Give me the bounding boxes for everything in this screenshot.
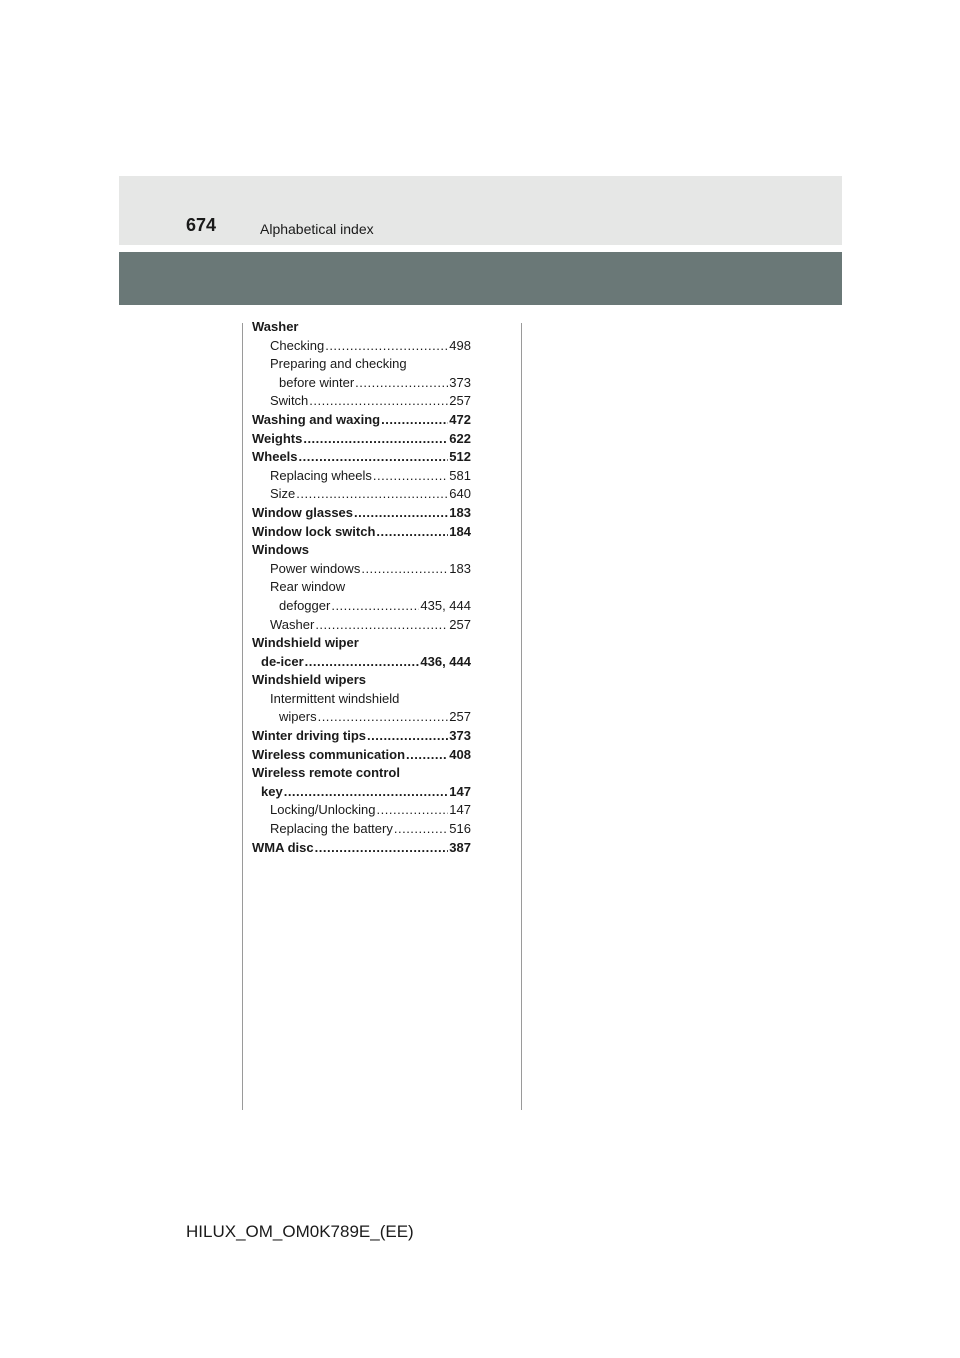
index-entry-label: Locking/Unlocking xyxy=(270,802,376,818)
index-entry-label: defogger xyxy=(279,597,331,613)
index-entry xyxy=(252,708,471,727)
dot-leader xyxy=(315,616,448,635)
index-entry xyxy=(252,616,471,635)
index-entry-label: Wireless remote control xyxy=(252,765,400,781)
index-entry xyxy=(252,578,471,597)
index-entry-page: 498 xyxy=(449,337,471,353)
column-divider-left xyxy=(242,323,243,1110)
index-entry xyxy=(252,839,471,858)
index-entry xyxy=(252,801,471,820)
column-divider-right xyxy=(521,323,522,1110)
index-entry-page: 183 xyxy=(449,504,471,520)
index-entry-page: 257 xyxy=(449,616,471,632)
header-dark-band xyxy=(119,252,842,305)
index-entry-label: Winter driving tips xyxy=(252,728,366,744)
index-entry-label: wipers xyxy=(279,709,317,725)
index-entry xyxy=(252,690,471,709)
index-entry-label: Checking xyxy=(270,337,325,353)
index-entry-label: de-icer xyxy=(261,653,304,669)
dot-leader xyxy=(377,801,449,820)
index-entry-label: Wireless communication xyxy=(252,746,406,762)
index-entry-label: key xyxy=(261,783,283,799)
dot-leader xyxy=(284,783,449,802)
dot-leader xyxy=(299,448,449,467)
index-entry-label: Wheels xyxy=(252,449,298,465)
index-entry xyxy=(252,746,471,765)
dot-leader xyxy=(394,820,448,839)
index-entry-page: 147 xyxy=(449,783,471,799)
index-entry xyxy=(252,355,471,374)
dot-leader xyxy=(309,392,448,411)
section-title: Alphabetical index xyxy=(260,221,374,237)
dot-leader xyxy=(406,746,448,765)
index-entry-page: 622 xyxy=(449,430,471,446)
index-entry xyxy=(252,727,471,746)
index-entry-label: Windows xyxy=(252,542,309,558)
index-entry-page: 257 xyxy=(449,393,471,409)
dot-leader xyxy=(318,708,449,727)
index-entry-label: Replacing wheels xyxy=(270,467,372,483)
dot-leader xyxy=(296,485,448,504)
dot-leader xyxy=(355,374,448,393)
index-entry xyxy=(252,560,471,579)
header-top-band xyxy=(119,176,842,245)
index-entry-label: Washer xyxy=(270,616,315,632)
dot-leader xyxy=(305,653,420,672)
index-entry-page: 436, 444 xyxy=(420,653,471,669)
dot-leader xyxy=(361,560,448,579)
index-entry-label: Window lock switch xyxy=(252,523,376,539)
index-entry-page: 512 xyxy=(449,449,471,465)
index-entry-label: Rear window xyxy=(270,579,346,595)
index-entry xyxy=(252,634,471,653)
index-entry-label: Switch xyxy=(270,393,309,409)
index-entry-page: 640 xyxy=(449,486,471,502)
dot-leader xyxy=(373,467,448,486)
index-entry-label: Power windows xyxy=(270,560,361,576)
index-entry xyxy=(252,783,471,802)
index-entry-page: 387 xyxy=(449,839,471,855)
index-entry-label: Washing and waxing xyxy=(252,411,381,427)
index-entry-label: before winter xyxy=(279,374,355,390)
index-entry-label: Intermittent windshield xyxy=(270,690,400,706)
dot-leader xyxy=(303,430,448,449)
index-entry xyxy=(252,653,471,672)
index-entry-page: 184 xyxy=(449,523,471,539)
index-entry-page: 581 xyxy=(449,467,471,483)
index-entry-page: 435, 444 xyxy=(420,597,471,613)
index-entry-page: 472 xyxy=(449,411,471,427)
index-entry-page: 373 xyxy=(449,728,471,744)
index-entry xyxy=(252,318,471,337)
index-entry-page: 257 xyxy=(449,709,471,725)
dot-leader xyxy=(331,597,419,616)
index-entry xyxy=(252,374,471,393)
index-column xyxy=(252,318,471,857)
index-entry xyxy=(252,820,471,839)
dot-leader xyxy=(325,337,448,356)
index-entry xyxy=(252,541,471,560)
index-entry xyxy=(252,597,471,616)
document-code: HILUX_OM_OM0K789E_(EE) xyxy=(186,1222,414,1241)
index-entry-page: 183 xyxy=(449,560,471,576)
index-entry xyxy=(252,430,471,449)
index-entry-page: 516 xyxy=(449,821,471,837)
index-entry-label: WMA disc xyxy=(252,839,314,855)
dot-leader xyxy=(354,504,448,523)
index-entry-label: Size xyxy=(270,486,296,502)
index-entry xyxy=(252,671,471,690)
index-entry xyxy=(252,448,471,467)
index-entry-label: Windshield wiper xyxy=(252,635,359,651)
index-entry xyxy=(252,523,471,542)
dot-leader xyxy=(315,839,449,858)
index-entry-page: 408 xyxy=(449,746,471,762)
index-entry-label: Preparing and checking xyxy=(270,356,407,372)
index-entry xyxy=(252,411,471,430)
index-entry xyxy=(252,485,471,504)
dot-leader xyxy=(367,727,448,746)
index-entry-page: 373 xyxy=(449,374,471,390)
dot-leader xyxy=(381,411,448,430)
index-entry-page: 147 xyxy=(449,802,471,818)
index-entry xyxy=(252,467,471,486)
index-entry xyxy=(252,392,471,411)
index-entry-label: Washer xyxy=(252,319,299,334)
index-entry-label: Windshield wipers xyxy=(252,672,367,688)
index-entry xyxy=(252,504,471,523)
index-entry xyxy=(252,337,471,356)
dot-leader xyxy=(376,523,448,542)
page-number: 674 xyxy=(186,215,217,235)
index-entry-label: Replacing the battery xyxy=(270,821,393,837)
index-entry xyxy=(252,764,471,783)
index-entry-label: Weights xyxy=(252,430,303,446)
index-entry-label: Window glasses xyxy=(252,504,354,520)
